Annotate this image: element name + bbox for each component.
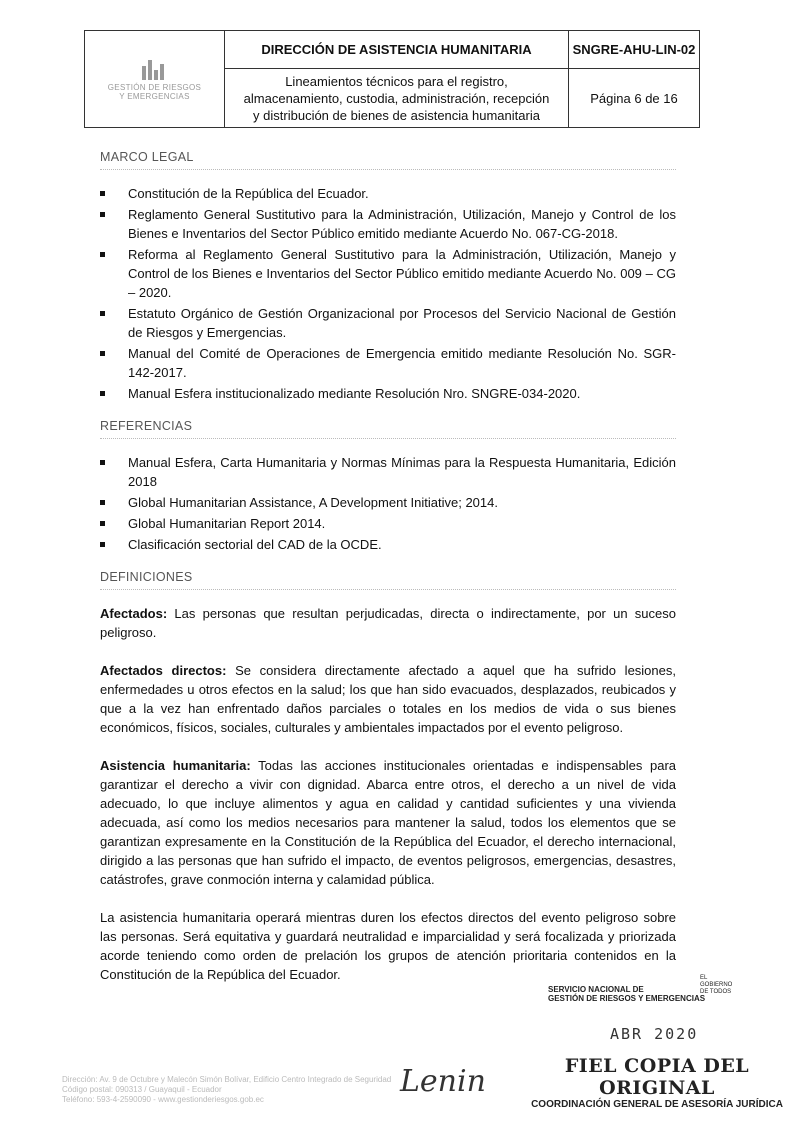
service-stamp: SERVICIO NACIONAL DE GESTIÓN DE RIESGOS Y EMERGENCIAS	[548, 985, 706, 1003]
certified-copy-stamp: FIEL COPIA DEL ORIGINAL COORDINACIÓN GENERAL DE ASESORÍA JURÍDICA	[531, 1055, 783, 1110]
section-title-marco-legal: MARCO LEGAL	[100, 148, 676, 170]
list-item: Manual del Comité de Operaciones de Emergencia emitido mediante Resolución No. SGR-142-2017.	[100, 344, 676, 382]
logo-text: GESTIÓN DE RIESGOS Y EMERGENCIAS	[107, 82, 202, 101]
institution-logo	[85, 31, 225, 127]
signature: Lenin	[400, 1064, 486, 1099]
definition-afectados: Afectados: Las personas que resultan perjudicadas, directa o indirectamente, por un suceso peligroso.	[100, 606, 676, 640]
list-item: Reforma al Reglamento General Sustitutivo para la Administración, Utilización, Manejo y Control de los Bienes e Inventarios del Sector Público emitido mediante Acuerdo No. 009 – CG – 2020.	[100, 245, 676, 302]
section-title-definiciones: DEFINICIONES	[100, 568, 676, 590]
header-title: DIRECCIÓN DE ASISTENCIA HUMANITARIA	[225, 31, 569, 69]
document-subtitle: Lineamientos técnicos para el registro, almacenamiento, custodia, administración, recepción y distribución de bienes de asistencia humanitaria	[225, 69, 569, 127]
list-item: Clasificación sectorial del CAD de la OCDE.	[100, 535, 676, 554]
date-stamp: ABR 2020	[610, 1025, 699, 1043]
list-item: Global Humanitarian Report 2014.	[100, 514, 676, 533]
footer-address: Dirección: Av. 9 de Octubre y Malecón Simón Bolívar, Edificio Centro Integrado de Seguridad Código postal: 090313 / Guayaquil - Ecuador Teléfono: 593-4-2590090 - www.gestionderiesgos.gob.ec	[62, 1075, 392, 1104]
marco-legal-list	[100, 184, 676, 403]
definition-afectados-directos: Afectados directos: Se considera directamente afectado a aquel que ha sufrido lesiones, enfermedades u otros efectos en la salud; los que han sido evacuados, desplazados, reubicados y que a la vez han enfrentado daños parciales o totales en los medios de vida o sus bienes económicos, físicos, sociales, culturales y ambientales impactados por el evento peligroso.	[100, 663, 676, 735]
list-item: Manual Esfera institucionalizado mediante Resolución Nro. SNGRE-034-2020.	[100, 384, 676, 403]
page-number: Página 6 de 16	[590, 90, 678, 106]
government-logo: EL GOBIERNO DE TODOS	[700, 975, 733, 995]
list-item: Global Humanitarian Assistance, A Development Initiative; 2014.	[100, 493, 676, 512]
definition-asistencia-humanitaria: Asistencia humanitaria: Todas las acciones institucionales orientadas e indispensables para garantizar el derecho a vivir con dignidad. Abarca entre otros, el derecho a un nivel de vida adecuado, lo que incluye alimentos y agua en calidad y cantidad suficientes y una vivienda adecuada, así como los medios necesarios para mantener la salud, todos los elementos que se garantizan expresamente en la Constitución de la República del Ecuador, el derecho internacional, dirigido a las personas que han sufrido el impacto, de eventos peligrosos, emergencias, desastres, catástrofes, grave conmoción interna y calamidad pública.	[100, 758, 677, 887]
logo-icon	[138, 58, 172, 80]
closing-paragraph: La asistencia humanitaria operará mientras duren los efectos directos del evento peligroso sobre las personas. Será equitativa y guardará neutralidad e imparcialidad y será focalizada y priorizada acorde teniendo como orden de prelación los grupos de atención prioritaria contenidos en la Constitución de la República del Ecuador.	[100, 910, 676, 982]
document-code: SNGRE-AHU-LIN-02	[569, 31, 699, 69]
list-item: Estatuto Orgánico de Gestión Organizacional por Procesos del Servicio Nacional de Gestión de Riesgos y Emergencias.	[100, 304, 676, 342]
list-item: Reglamento General Sustitutivo para la Administración, Utilización, Manejo y Control de los Bienes e Inventarios del Sector Público emitido mediante Acuerdo No. 067-CG-2018.	[100, 205, 676, 243]
list-item: Constitución de la República del Ecuador.	[100, 184, 676, 203]
list-item: Manual Esfera, Carta Humanitaria y Normas Mínimas para la Respuesta Humanitaria, Edición 2018	[100, 453, 676, 491]
section-title-referencias: REFERENCIAS	[100, 417, 676, 439]
document-header	[84, 30, 700, 128]
document-body	[100, 140, 676, 1003]
referencias-list	[100, 453, 676, 554]
